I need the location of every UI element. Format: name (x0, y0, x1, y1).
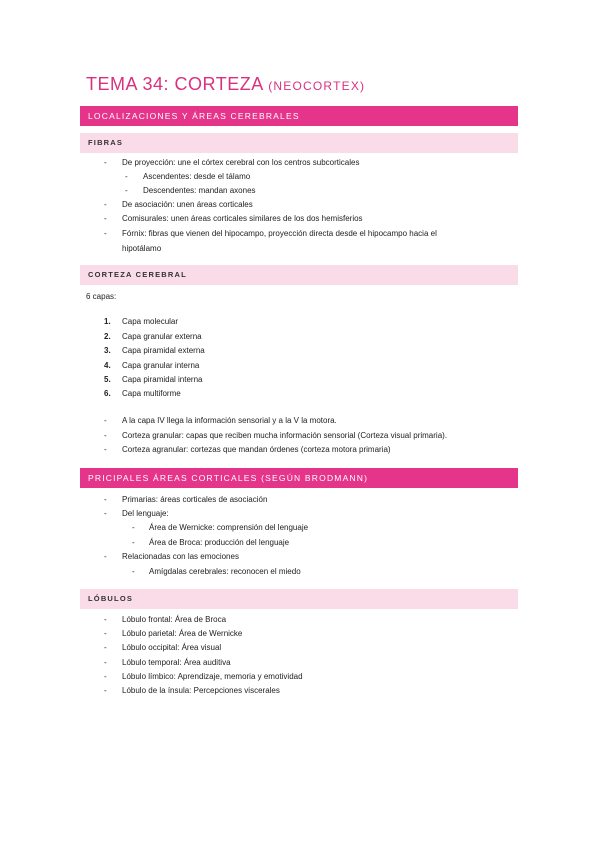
bullet-dash: - (104, 445, 107, 454)
principales-item: Del lenguaje: (122, 509, 169, 518)
principales-item: Primarias: áreas corticales de asociación (122, 495, 268, 504)
capa-item: Capa piramidal externa (122, 346, 205, 355)
bullet-dash: - (104, 200, 107, 209)
list-number: 1. (104, 317, 111, 326)
capa-item: Capa granular externa (122, 332, 202, 341)
lobulo-item: Lóbulo de la ínsula: Percepciones viscerales (122, 686, 280, 695)
lobulo-item: Lóbulo frontal: Área de Broca (122, 615, 227, 624)
lobulo-item: Lóbulo límbico: Aprendizaje, memoria y emotividad (122, 672, 303, 681)
section-header-principales: PRICIPALES ÁREAS CORTICALES (SEGÚN BRODMANN) (80, 468, 518, 488)
corteza-note: A la capa IV llega la información sensorial y a la V la motora. (122, 416, 337, 425)
bullet-dash: - (104, 658, 107, 667)
corteza-note: Corteza granular: capas que reciben mucha información sensorial (Corteza visual primaria). (122, 431, 448, 440)
section-header-corteza: CORTEZA CEREBRAL (80, 265, 518, 285)
bullet-dash: - (104, 629, 107, 638)
title-main: TEMA 34: CORTEZA (86, 74, 263, 94)
fibras-item: Fórnix: fibras que vienen del hipocampo, proyección directa desde el hipocampo hacia el (122, 229, 437, 238)
title-sub: (NEOCORTEX) (268, 79, 366, 93)
corteza-intro: 6 capas: (86, 292, 117, 301)
fibras-subitem: Descendentes: mandan axones (143, 186, 256, 195)
capa-item: Capa multiforme (122, 389, 181, 398)
list-number: 2. (104, 332, 111, 341)
principales-subitem: Amígdalas cerebrales: reconocen el miedo (149, 567, 301, 576)
list-number: 3. (104, 346, 111, 355)
principales-subitem: Área de Wernicke: comprensión del lenguaje (149, 523, 309, 532)
principales-item: Relacionadas con las emociones (122, 552, 239, 561)
bullet-dash: - (132, 567, 135, 576)
fibras-subitem: Ascendentes: desde el tálamo (143, 172, 251, 181)
fibras-item: Comisurales: unen áreas corticales similares de los dos hemisferios (122, 214, 363, 223)
list-number: 6. (104, 389, 111, 398)
list-number: 5. (104, 375, 111, 384)
bullet-dash: - (104, 686, 107, 695)
principales-subitem: Área de Broca: producción del lenguaje (149, 538, 290, 547)
bullet-dash: - (104, 416, 107, 425)
section-header-localizaciones: LOCALIZACIONES Y ÁREAS CEREBRALES (80, 106, 518, 126)
fibras-item-continuation: hipotálamo (122, 244, 162, 253)
lobulo-item: Lóbulo parietal: Área de Wernicke (122, 629, 243, 638)
bullet-dash: - (104, 615, 107, 624)
fibras-item: De proyección: une el córtex cerebral con los centros subcorticales (122, 158, 360, 167)
bullet-dash: - (132, 523, 135, 532)
capa-item: Capa granular interna (122, 361, 200, 370)
bullet-dash: - (104, 431, 107, 440)
bullet-dash: - (104, 643, 107, 652)
bullet-dash: - (104, 158, 107, 167)
bullet-dash: - (104, 495, 107, 504)
section-header-fibras: FIBRAS (80, 133, 518, 153)
bullet-dash: - (104, 509, 107, 518)
page-title (86, 74, 365, 95)
lobulo-item: Lóbulo occipital: Área visual (122, 643, 222, 652)
section-header-lobulos: LÓBULOS (80, 589, 518, 609)
bullet-dash: - (104, 552, 107, 561)
capa-item: Capa molecular (122, 317, 179, 326)
bullet-dash: - (125, 186, 128, 195)
bullet-dash: - (104, 672, 107, 681)
bullet-dash: - (104, 214, 107, 223)
capa-item: Capa piramidal interna (122, 375, 203, 384)
bullet-dash: - (132, 538, 135, 547)
bullet-dash: - (104, 229, 107, 238)
list-number: 4. (104, 361, 111, 370)
fibras-item: De asociación: unen áreas corticales (122, 200, 253, 209)
bullet-dash: - (125, 172, 128, 181)
corteza-note: Corteza agranular: cortezas que mandan órdenes (corteza motora primaria) (122, 445, 391, 454)
lobulo-item: Lóbulo temporal: Área auditiva (122, 658, 231, 667)
